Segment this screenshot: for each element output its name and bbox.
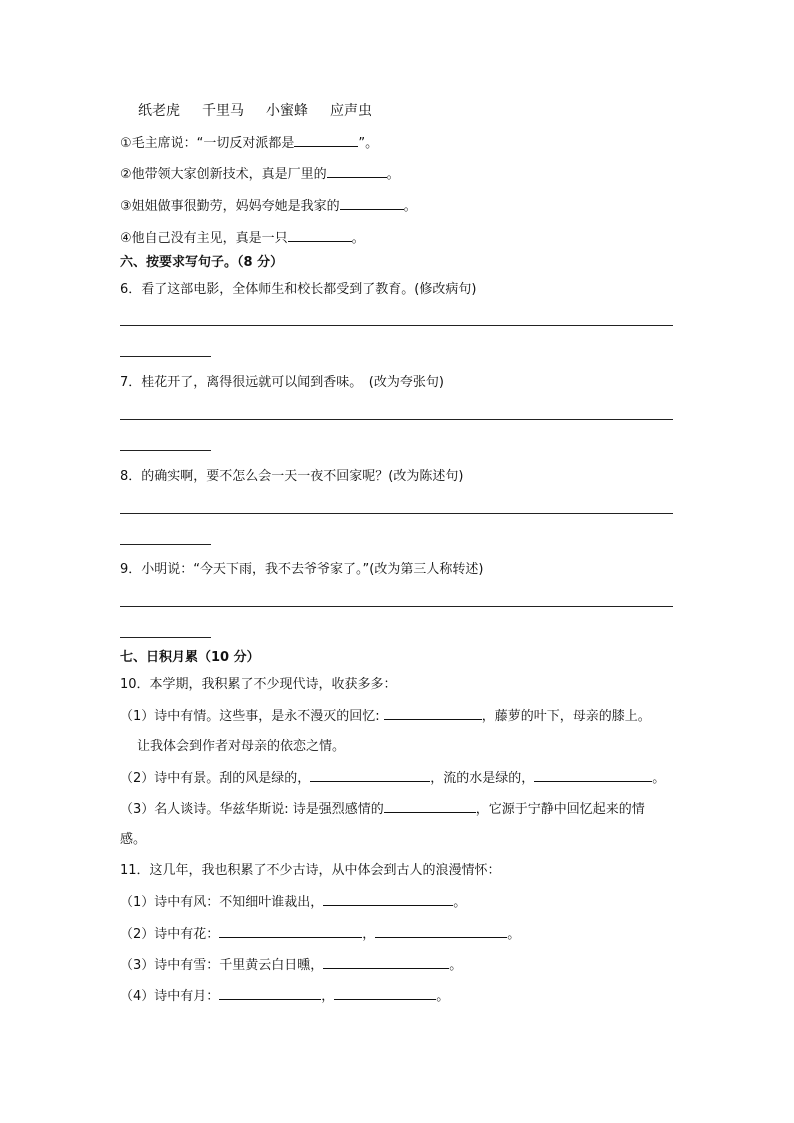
word-bank-item: 小蜜蜂 [266, 103, 308, 119]
question-10-3: （3）名人谈诗。华兹华斯说: 诗是强烈感情的 ，它源于宁静中回忆起来的情 [120, 802, 645, 817]
answer-blank[interactable] [310, 769, 430, 782]
word-bank-item: 应声虫 [330, 103, 372, 119]
fill-item: ①毛主席说：“一切反对派都是 ”。 [120, 136, 379, 151]
question-10-3-cont: 感。 [120, 832, 147, 847]
question-11-4: （4）诗中有月： ， 。 [120, 989, 450, 1004]
answer-line[interactable] [120, 419, 673, 420]
question-8: 8．的确实啊，要不怎么会一天一夜不回家呢？(改为陈述句) [120, 469, 464, 484]
answer-blank[interactable] [375, 925, 507, 938]
answer-line[interactable] [120, 544, 211, 545]
answer-blank[interactable] [327, 165, 387, 178]
question-11-1: （1）诗中有风：不知细叶谁裁出， 。 [120, 895, 467, 910]
answer-line[interactable] [120, 450, 211, 451]
question-11-3: （3）诗中有雪：千里黄云白日曛， 。 [120, 958, 463, 973]
answer-blank[interactable] [334, 987, 436, 1000]
answer-line[interactable] [120, 637, 211, 638]
question-11: 11．这几年，我也积累了不少古诗，从中体会到古人的浪漫情怀： [120, 863, 501, 878]
word-bank [138, 102, 394, 121]
fill-item: ④他自己没有主见，真是一只 。 [120, 231, 365, 246]
section-title: 七、日积月累（10 分） [120, 650, 260, 665]
answer-line[interactable] [120, 606, 673, 607]
answer-blank[interactable] [294, 134, 358, 147]
question-7: 7．桂花开了，离得很远就可以闻到香味。 (改为夸张句) [120, 375, 444, 390]
answer-blank[interactable] [323, 956, 449, 969]
fill-item: ②他带领大家创新技术，真是厂里的 。 [120, 167, 400, 182]
answer-line[interactable] [120, 356, 211, 357]
answer-blank[interactable] [384, 800, 476, 813]
question-9: 9．小明说：“今天下雨，我不去爷爷家了。”(改为第三人称转述) [120, 562, 484, 577]
section-title: 六、按要求写句子。（8 分） [120, 255, 284, 270]
question-10-1: （1）诗中有情。这些事，是永不漫灭的回忆: ，藤萝的叶下，母亲的膝上。 [120, 709, 651, 724]
answer-blank[interactable] [534, 769, 652, 782]
word-bank-item: 纸老虎 [138, 103, 180, 119]
answer-line[interactable] [120, 325, 673, 326]
answer-blank[interactable] [219, 987, 321, 1000]
answer-blank[interactable] [288, 229, 352, 242]
word-bank-item: 千里马 [202, 103, 244, 119]
answer-line[interactable] [120, 513, 673, 514]
answer-blank[interactable] [219, 925, 362, 938]
fill-item: ③姐姐做事很勤劳，妈妈夸她是我家的 。 [120, 199, 417, 214]
question-10-1-cont: 让我体会到作者对母亲的依恋之情。 [137, 739, 346, 754]
question-11-2: （2）诗中有花： ， 。 [120, 927, 521, 942]
question-6: 6．看了这部电影，全体师生和校长都受到了教育。(修改病句) [120, 282, 477, 297]
question-10-2: （2）诗中有景。刮的风是绿的， ，流的水是绿的， 。 [120, 771, 666, 786]
answer-blank[interactable] [340, 197, 404, 210]
answer-blank[interactable] [384, 707, 482, 720]
answer-blank[interactable] [323, 893, 453, 906]
question-10: 10．本学期，我积累了不少现代诗，收获多多： [120, 677, 397, 692]
